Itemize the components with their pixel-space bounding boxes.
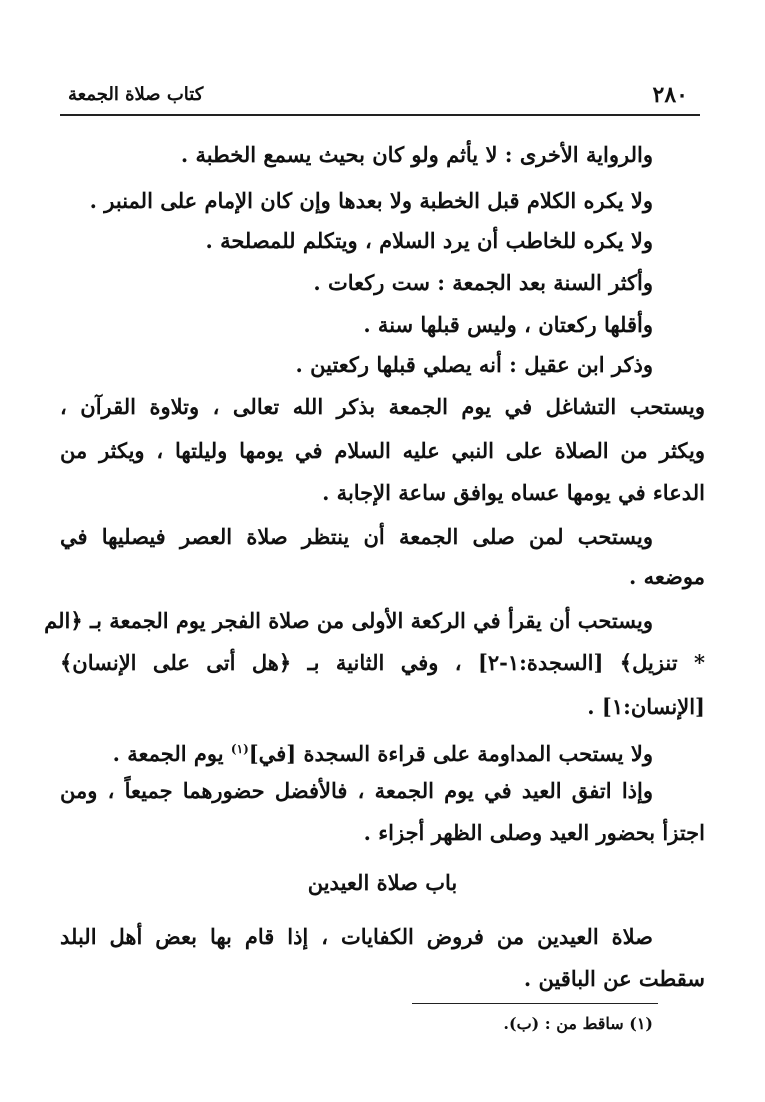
footnote-rule xyxy=(412,1003,658,1004)
body-line: وأقلها ركعتان ، وليس قبلها سنة . xyxy=(363,312,653,337)
body-line: ويستحب أن يقرأ في الركعة الأولى من صلاة الفجر يوم الجمعة بـ ﴿الم xyxy=(44,608,653,633)
header-rule xyxy=(60,114,700,116)
footnote: (١) ساقط من : (ب). xyxy=(503,1014,653,1033)
body-line: [الإنسان:١] . xyxy=(587,694,705,719)
body-line: الدعاء في يومها عساه يوافق ساعة الإجابة . xyxy=(322,480,705,505)
chapter-heading: باب صلاة العيدين xyxy=(307,870,458,895)
body-line: * تنزيل﴾ [السجدة:١-٢] ، وفي الثانية بـ ﴿هل أتى على الإنسان﴾ xyxy=(60,650,705,675)
body-line: موضعه . xyxy=(629,564,705,589)
body-line: والرواية الأخرى : لا يأثم ولو كان بحيث يسمع الخطبة . xyxy=(180,142,653,167)
body-line-text: يوم الجمعة . xyxy=(112,741,231,766)
footnote-marker: (١) xyxy=(230,742,249,756)
chapter-line: صلاة العيدين من فروض الكفايات ، إذا قام بها بعض أهل البلد xyxy=(60,924,653,949)
body-line: اجتزأ بحضور العيد وصلى الظهر أجزاء . xyxy=(363,820,705,845)
body-line: وذكر ابن عقيل : أنه يصلي قبلها ركعتين . xyxy=(295,352,653,377)
page-number: ٢٨٠ xyxy=(652,82,688,108)
body-line: ولا يكره للخاطب أن يرد السلام ، ويتكلم للمصلحة . xyxy=(205,228,653,253)
body-line: ويستحب التشاغل في يوم الجمعة بذكر الله تعالى ، وتلاوة القرآن ، xyxy=(60,394,705,419)
body-line: وإذا اتفق العيد في يوم الجمعة ، فالأفضل حضورهما جميعاً ، ومن xyxy=(60,778,653,803)
running-title: كتاب صلاة الجمعة xyxy=(68,84,204,105)
page-header xyxy=(60,78,700,114)
body-line: وأكثر السنة بعد الجمعة : ست ركعات . xyxy=(313,270,653,295)
body-line: ويكثر من الصلاة على النبي عليه السلام في يومها وليلتها ، ويكثر من xyxy=(60,438,705,463)
body-line: ويستحب لمن صلى الجمعة أن ينتظر صلاة العصر فيصليها في xyxy=(60,524,653,549)
body-line-text: ولا يستحب المداومة على قراءة السجدة [في] xyxy=(248,741,653,766)
body-line: ولا يكره الكلام قبل الخطبة ولا بعدها وإن كان الإمام على المنبر . xyxy=(89,188,653,213)
body-line xyxy=(113,734,653,769)
chapter-line: سقطت عن الباقين . xyxy=(523,966,705,991)
